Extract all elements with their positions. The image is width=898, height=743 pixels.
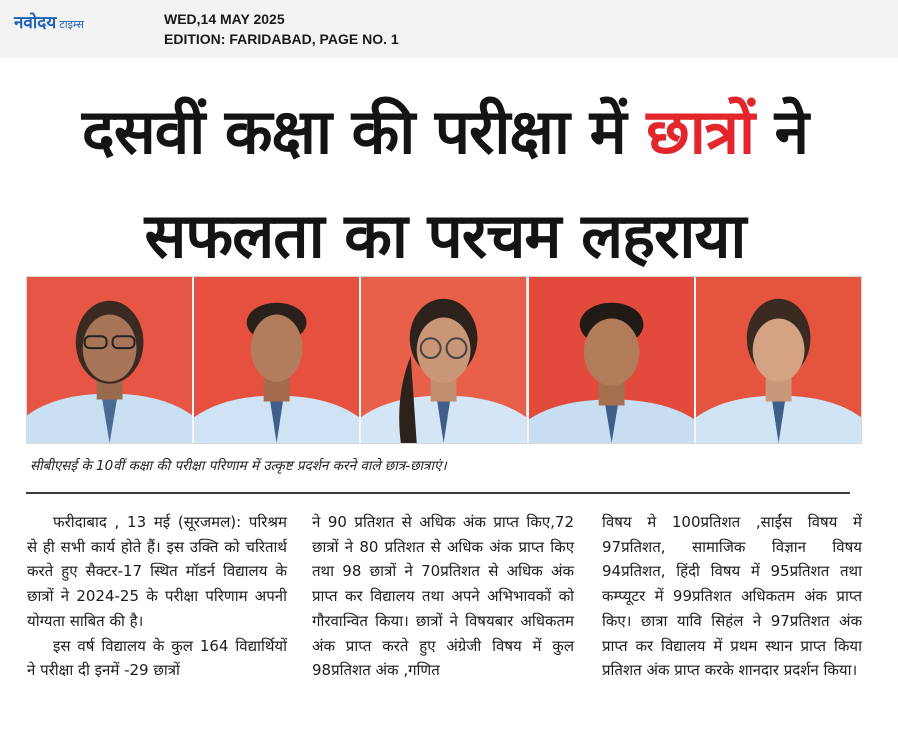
- student-photo: [361, 277, 528, 443]
- headline-line1-post: ने: [774, 95, 809, 168]
- logo-sub-text: टाइम्स: [59, 18, 84, 31]
- headline-line1-pre: दसवीं कक्षा की परीक्षा में: [81, 95, 626, 168]
- headline-highlight: छात्रों: [646, 95, 755, 168]
- newspaper-logo[interactable]: [14, 10, 84, 33]
- article-paragraph: इस वर्ष विद्यालय के कुल 164 विद्यार्थियों ने परीक्षा दी इनमें -29 छात्रों: [27, 636, 287, 680]
- article-column-1: [27, 510, 287, 683]
- student-portrait-icon: [696, 277, 861, 443]
- headline-line-2: सफलता का परचम लहराया: [144, 199, 746, 272]
- article-paragraph: ने 90 प्रतिशत से अधिक अंक प्राप्त किए,72 छात्रों ने 80 प्रतिशत से अधिक अंक प्राप्त किए तथा 98 छात्रों ने 70प्रतिशत से अधिक अंक प्राप्त कर विद्यालय तथा अपने अभिभावकों को गौरवान्वित किया। छात्रों ने विषयबार अधिकतम अंक प्राप्त करते हुए अंग्रेजी विषय में कुल 98प्रतिशत अंक ,गणित: [312, 513, 574, 680]
- student-portrait-icon: [194, 277, 359, 443]
- student-photo: [529, 277, 696, 443]
- student-photo-strip: [26, 276, 862, 444]
- article-paragraph: फरीदाबाद , 13 मई (सूरजमल): परिश्रम से ही सभी कार्य होते हैं। इस उक्ति को चरितार्थ करते हुए सैक्टर-17 स्थित मॉडर्न विद्यालय के छात्रों ने 2024-25 के परीक्षा परिणाम अपनी योग्यता साबित की है।: [27, 513, 287, 630]
- article-column-3: [602, 510, 862, 683]
- headline-line-1: [20, 92, 870, 172]
- article-column-2: [312, 510, 574, 683]
- article-paragraph: विषय मे 100प्रतिशत ,साईंस विषय में 97प्रतिशत, सामाजिक विज्ञान विषय 94प्रतिशत, हिंदी विषय में 95प्रतिशत तथा कम्प्यूटर में 99प्रतिशत अधिकतम अंक प्राप्त किए। छात्रा यावि सिहंल ने 97प्रतिशत अंक प्राप्त कर विद्यालय में प्रथम स्थान प्राप्त किया प्रतिशत अंक प्राप्त करके शानदार प्रदर्शन किया।: [602, 513, 862, 680]
- masthead-bar: [0, 0, 898, 58]
- student-photo: [27, 277, 194, 443]
- section-divider: [26, 492, 850, 494]
- edition-info: EDITION: FARIDABAD, PAGE NO. 1: [164, 31, 399, 47]
- student-portrait-icon: [361, 277, 526, 443]
- student-portrait-icon: [27, 277, 192, 443]
- student-portrait-icon: [529, 277, 694, 443]
- logo-main-text: नवोदय: [14, 13, 57, 33]
- adjacent-column-edge: [885, 0, 898, 743]
- student-photo: [696, 277, 861, 443]
- edition-meta: [164, 9, 399, 49]
- photo-caption: सीबीएसई के 10वीं कक्षा की परीक्षा परिणाम में उत्कृष्ट प्रदर्शन करने वाले छात्र-छात्राएं।: [30, 458, 447, 474]
- student-photo: [194, 277, 361, 443]
- issue-date: WED,14 MAY 2025: [164, 11, 285, 27]
